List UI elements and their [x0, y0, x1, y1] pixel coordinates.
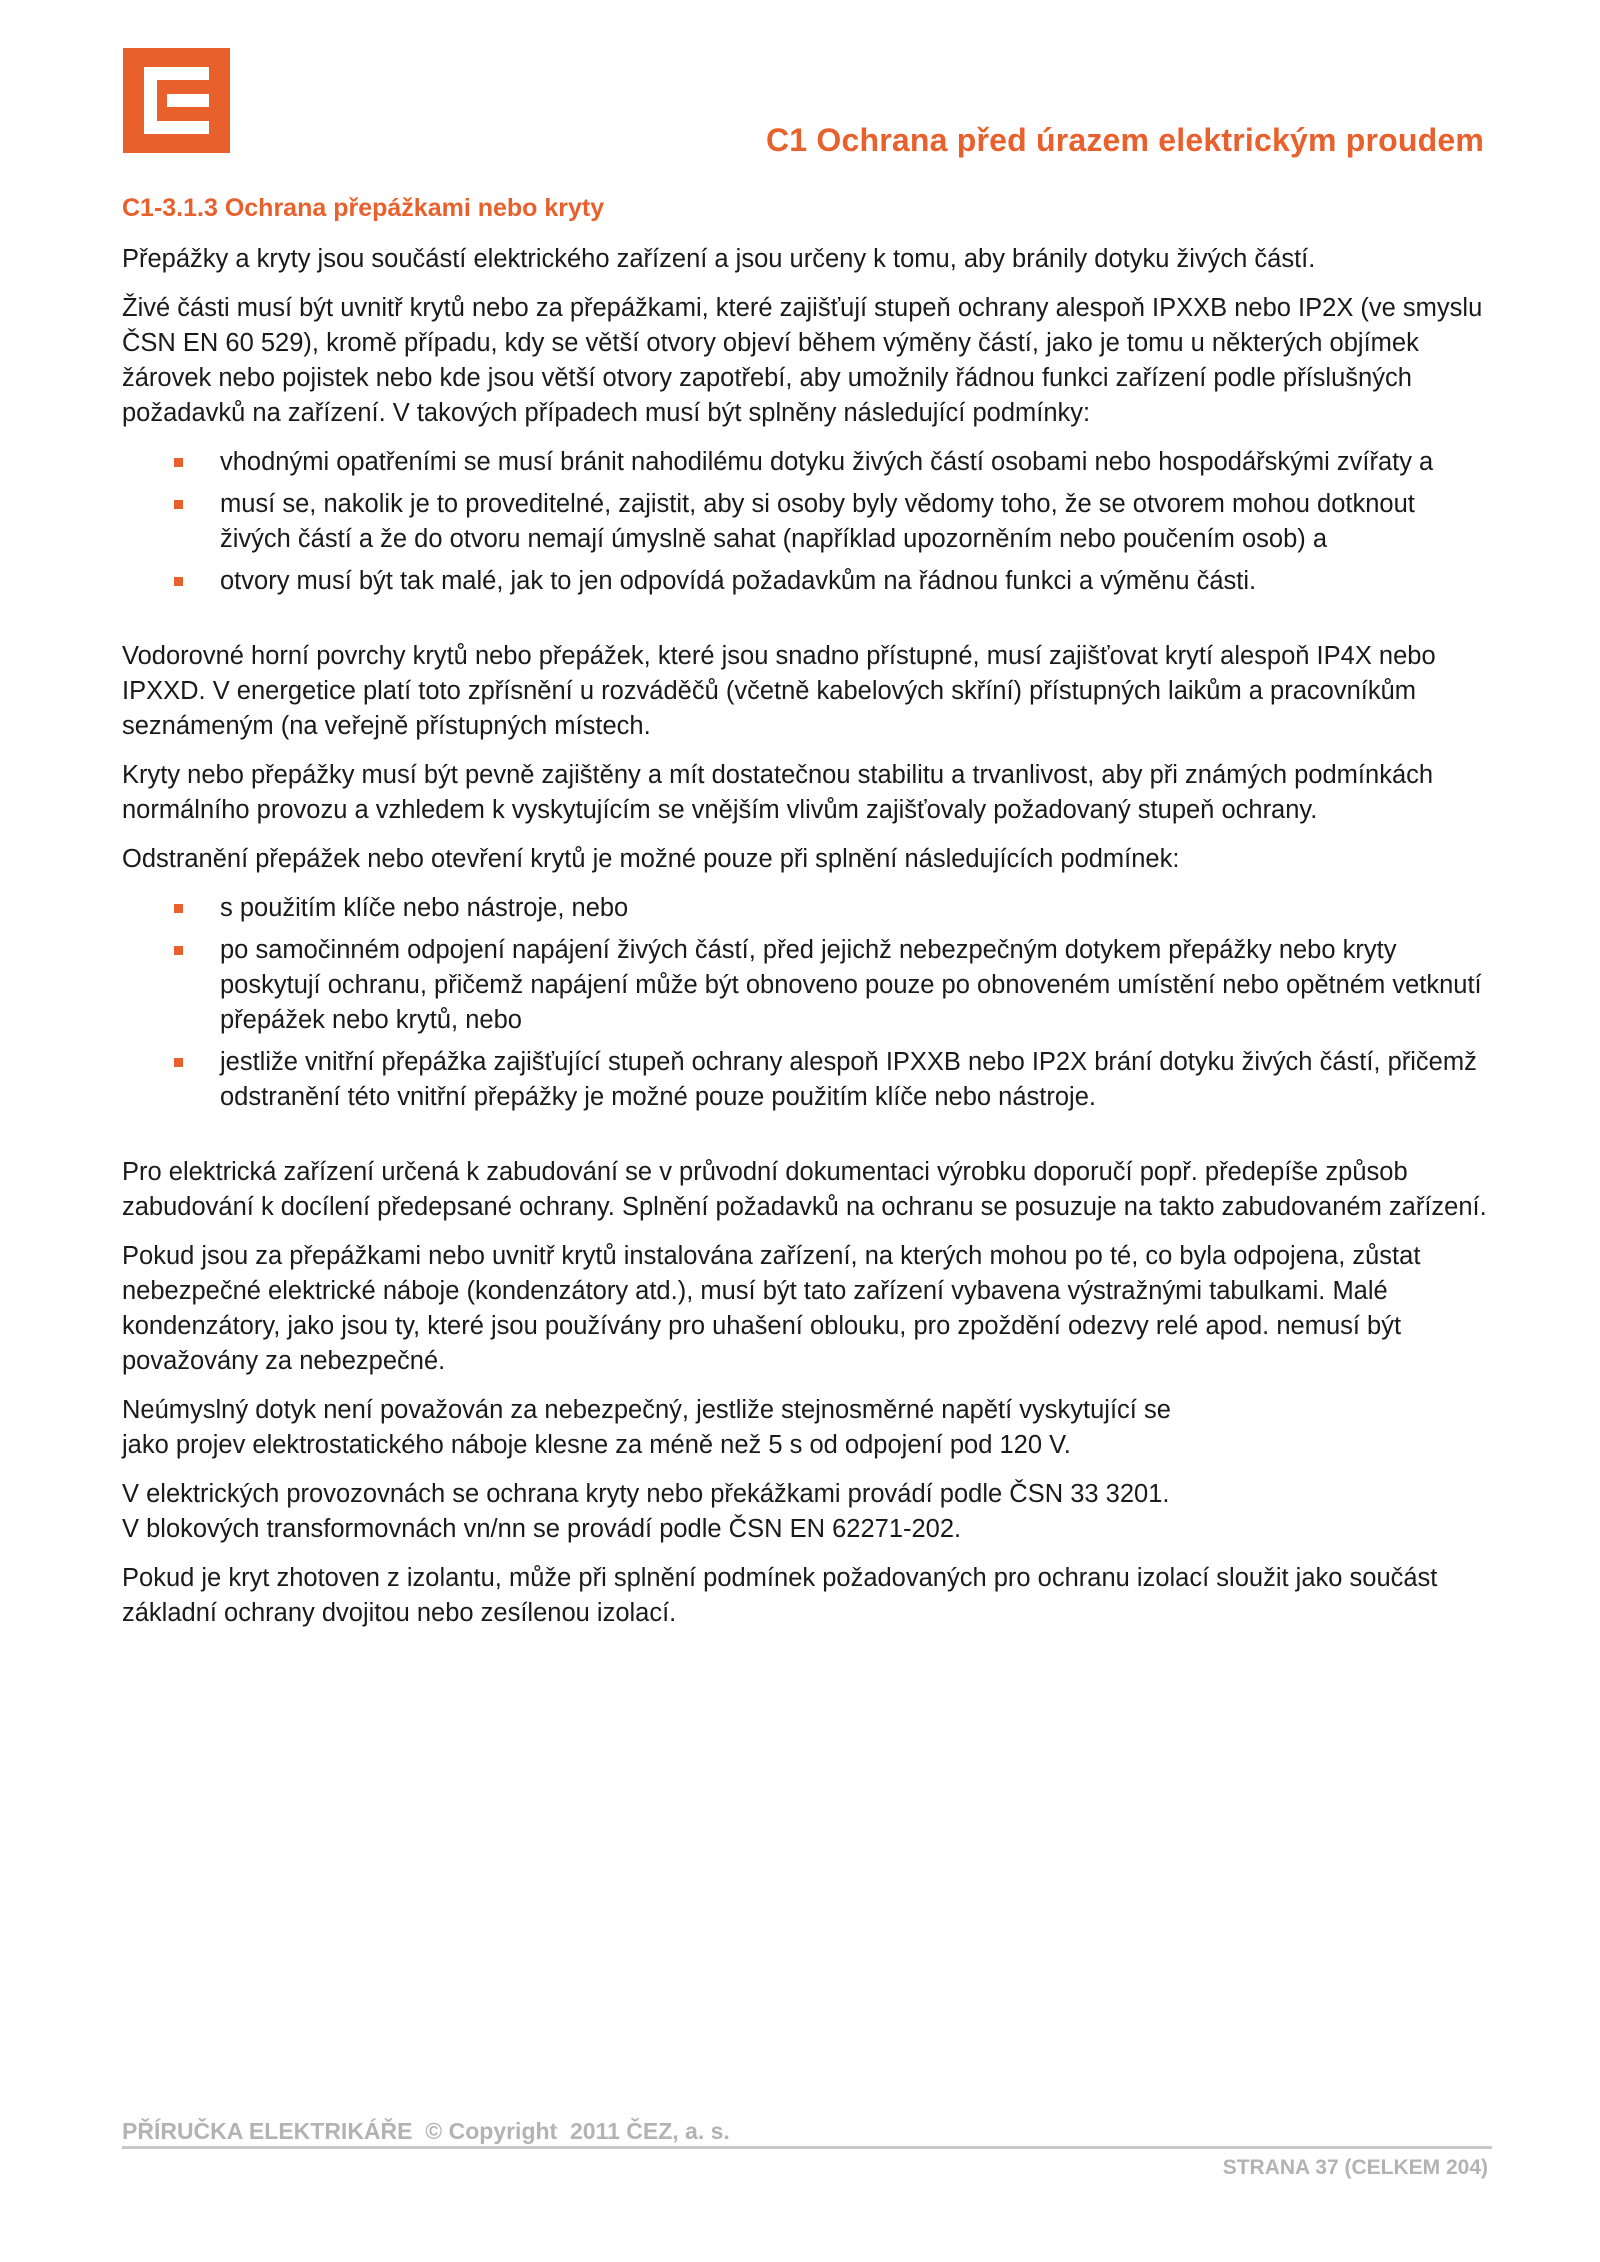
paragraph: Pokud je kryt zhotoven z izolantu, může při splnění podmínek požadovaných pro ochranu izolací sloužit jako součást základní ochrany dvojitou nebo zesílenou izolací.	[122, 1564, 1438, 1627]
cez-logo-icon	[123, 48, 230, 153]
bullet-icon	[174, 458, 183, 467]
paragraph: Živé části musí být uvnitř krytů nebo za přepážkami, které zajišťují stupeň ochrany alespoň IPXXB nebo IP2X (ve smyslu ČSN EN 60 529), kromě případu, kdy se větší otvory objeví během výměny částí, jako je tomu u některých objímek žárovek nebo pojistek nebo kde jsou větší otvory zapotřebí, aby umožnily řádnou funkci zařízení podle příslušných požadavků na zařízení. V takových případech musí být splněny následující podmínky:	[122, 294, 1483, 427]
paragraph: Odstranění přepážek nebo otevření krytů je možné pouze při splnění následujících podmínek:	[122, 845, 1180, 873]
list-item: musí se, nakolik je to proveditelné, zajistit, aby si osoby byly vědomy toho, že se otvorem mohou dotknout živých částí a že do otvoru nemají úmyslně sahat (například upozorněním nebo poučením osob) a	[122, 487, 1492, 557]
list-item: po samočinném odpojení napájení živých částí, před jejichž nebezpečným dotykem přepážky nebo kryty poskytují ochranu, přičemž napájení může být obnoveno pouze po obnoveném umístění nebo opětném vetknutí přepážek nebo krytů, nebo	[122, 933, 1492, 1038]
paragraph: Vodorovné horní povrchy krytů nebo přepážek, které jsou snadno přístupné, musí zajišťovat krytí alespoň IP4X nebo IPXXD. V energetice platí toto zpřísnění u rozváděčů (včetně kabelových skříní) přístupných laikům a pracovníkům seznámeným (na veřejně přístupných místech.	[122, 642, 1436, 740]
paragraph: Kryty nebo přepážky musí být pevně zajištěny a mít dostatečnou stabilitu a trvanlivost, aby při známých podmínkách normálního provozu a vzhledem k vyskytujícím se vnějším vlivům zajišťovaly požadovaný stupeň ochrany.	[122, 761, 1434, 824]
paragraph: V elektrických provozovnách se ochrana kryty nebo překážkami provádí podle ČSN 33 3201. V blokových transformovnách vn/nn se provádí podle ČSN EN 62271-202.	[122, 1480, 1170, 1543]
paragraph: Pokud jsou za přepážkami nebo uvnitř krytů instalována zařízení, na kterých mohou po té, co byla odpojena, zůstat nebezpečné elektrické náboje (kondenzátory atd.), musí být tato zařízení vybavena výstražnými tabulkami. Malé kondenzátory, jako jsou ty, které jsou používány pro uhašení oblouku, pro zpoždění odezvy relé apod. nemusí být považovány za nebezpečné.	[122, 1242, 1421, 1375]
list-item: otvory musí být tak malé, jak to jen odpovídá požadavkům na řádnou funkci a výměnu části.	[122, 564, 1492, 599]
paragraph: Pro elektrická zařízení určená k zabudování se v průvodní dokumentaci výrobku doporučí popř. předepíše způsob zabudování k docílení předepsané ochrany. Splnění požadavků na ochranu se posuzuje na takto zabudovaném zařízení.	[122, 1158, 1487, 1221]
bullet-icon	[174, 500, 183, 509]
page-number: STRANA 37 (CELKEM 204)	[1222, 2156, 1488, 2179]
conditions-list	[122, 445, 1492, 599]
list-item: vhodnými opatřeními se musí bránit nahodilému dotyku živých částí osobami nebo hospodářskými zvířaty a	[122, 445, 1492, 480]
section-title: C1-3.1.3 Ochrana přepážkami nebo kryty	[122, 194, 605, 222]
bullet-icon	[174, 1058, 183, 1067]
paragraph: Přepážky a kryty jsou součástí elektrického zařízení a jsou určeny k tomu, aby bránily dotyku živých částí.	[122, 245, 1316, 273]
footer-divider	[122, 2146, 1492, 2149]
bullet-icon	[174, 904, 183, 913]
bullet-icon	[174, 946, 183, 955]
removal-conditions-list	[122, 891, 1492, 1115]
list-item: s použitím klíče nebo nástroje, nebo	[122, 891, 1492, 926]
paragraph: Neúmyslný dotyk není považován za nebezpečný, jestliže stejnosměrné napětí vyskytující se jako projev elektrostatického náboje klesne za méně než 5 s od odpojení pod 120 V.	[122, 1396, 1171, 1459]
chapter-title: C1 Ochrana před úrazem elektrickým proudem	[766, 122, 1484, 158]
footer-copyright: PŘÍRUČKA ELEKTRIKÁŘE © Copyright 2011 ČEZ, a. s.	[122, 2118, 730, 2144]
document-body	[122, 242, 1492, 1645]
bullet-icon	[174, 577, 183, 586]
list-item: jestliže vnitřní přepážka zajišťující stupeň ochrany alespoň IPXXB nebo IP2X brání dotyku živých částí, přičemž odstranění této vnitřní přepážky je možné pouze použitím klíče nebo nástroje.	[122, 1045, 1492, 1115]
